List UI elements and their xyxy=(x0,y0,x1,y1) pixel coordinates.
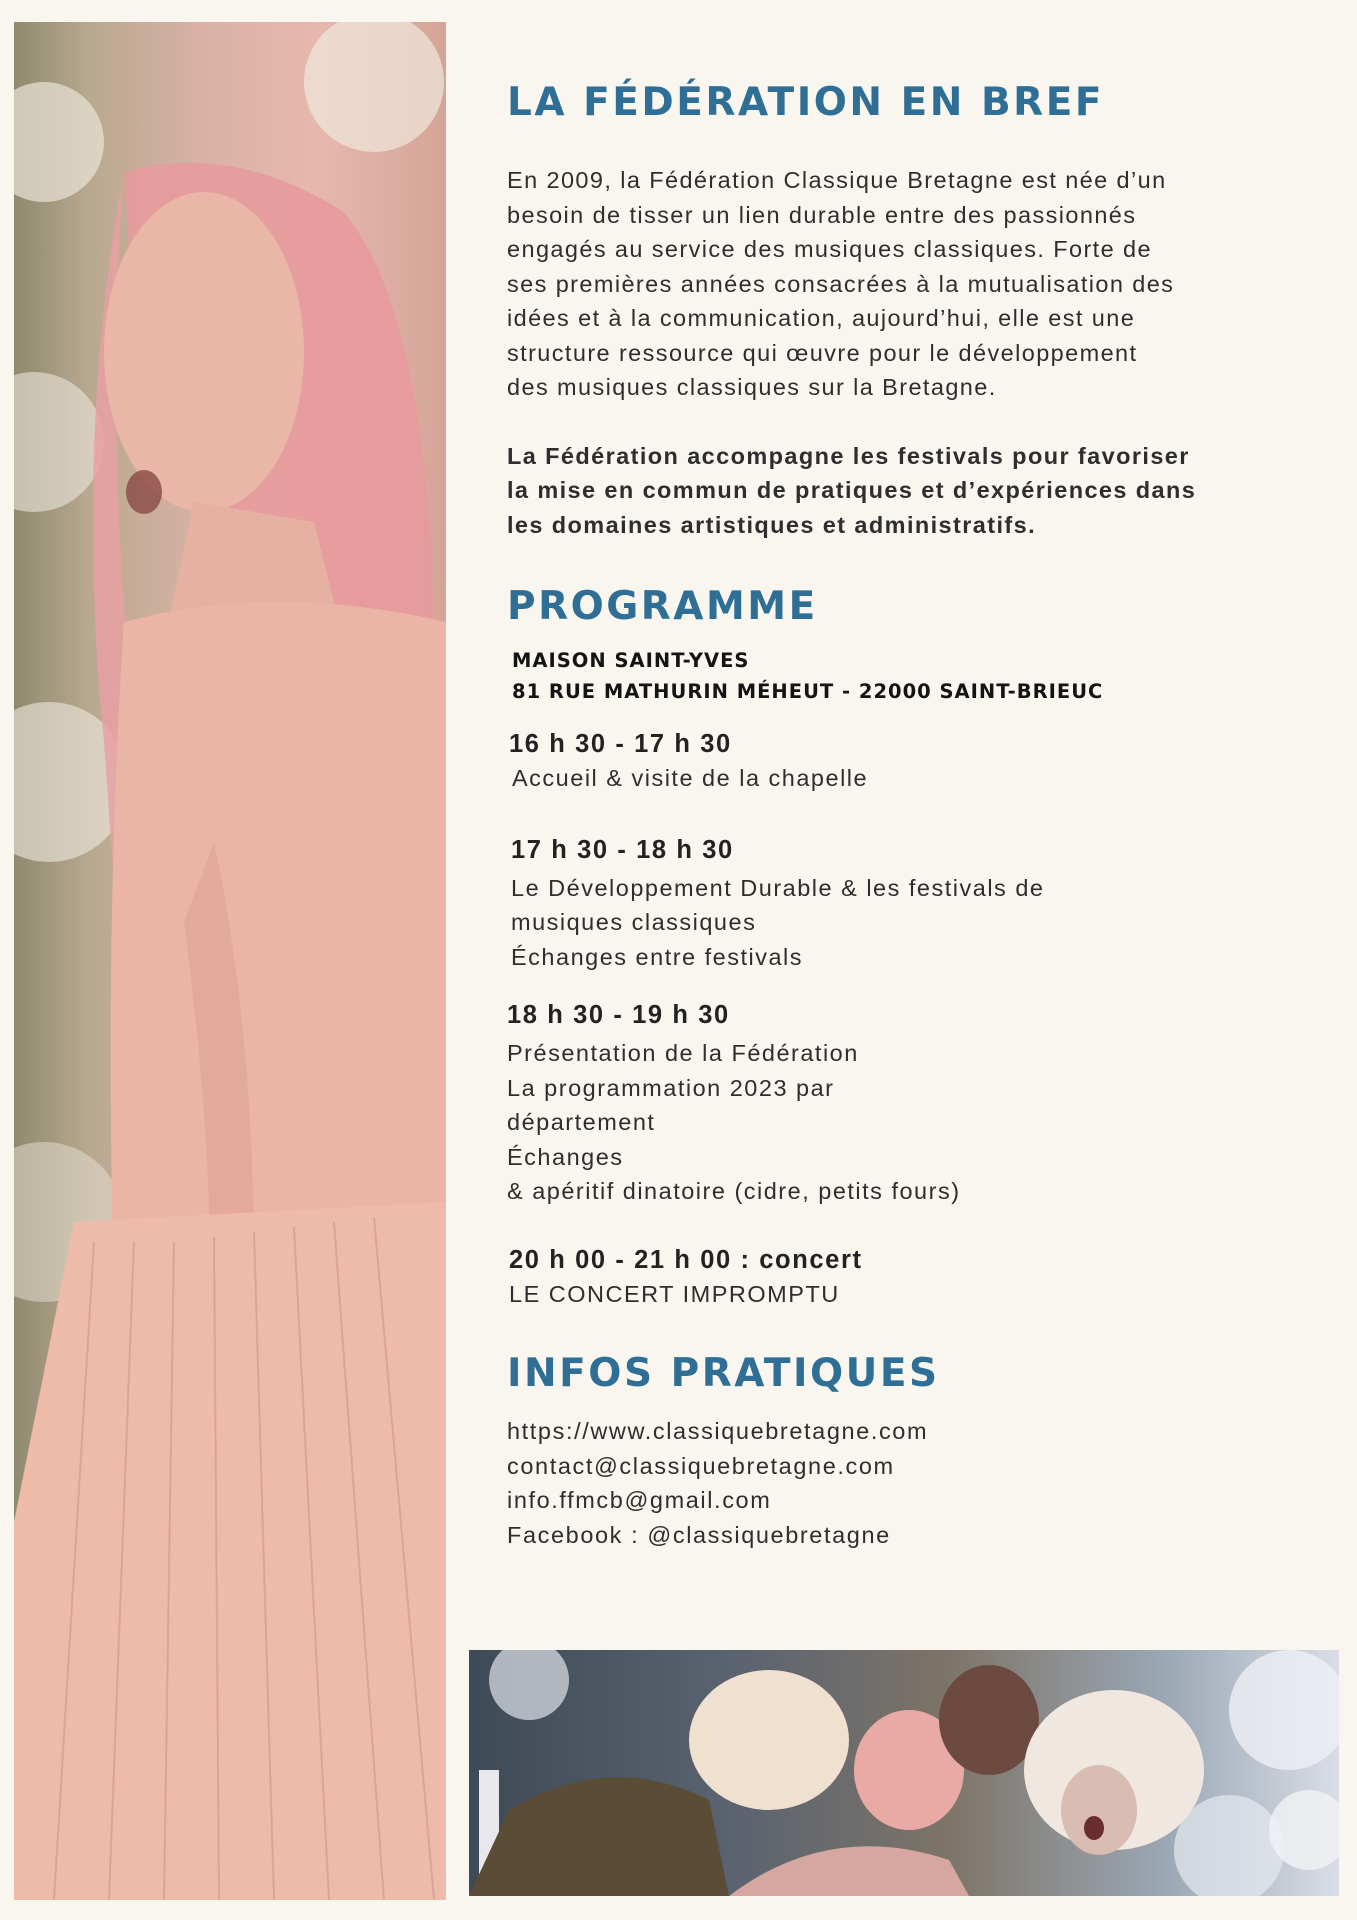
venue-name: MAISON SAINT-YVES xyxy=(512,649,750,672)
slot-line: Le Développement Durable & les festivals de xyxy=(511,874,1045,901)
contact-email-link[interactable]: contact@classiquebretagne.com xyxy=(507,1452,895,1479)
text-line: la mise en commun de pratiques et d’expériences dans xyxy=(507,477,1197,503)
federation-paragraph-1 xyxy=(507,163,1317,405)
slot-line: La programmation 2023 par xyxy=(507,1074,835,1101)
programme-slot xyxy=(507,998,1317,1209)
programme-slot xyxy=(507,1243,1317,1312)
facebook-link[interactable]: Facebook : @classiquebretagne xyxy=(507,1521,891,1548)
slot-line: LE CONCERT IMPROMPTU xyxy=(509,1280,840,1307)
text-line: des musiques classiques sur la Bretagne. xyxy=(507,374,997,400)
performers-photo xyxy=(469,1650,1339,1896)
text-line: ses premières années consacrées à la mutualisation des xyxy=(507,270,1175,297)
infos-block xyxy=(507,1414,1317,1552)
text-line: besoin de tisser un lien durable entre des passionnés xyxy=(507,201,1137,228)
singer-photo xyxy=(14,22,446,1900)
venue-address: 81 RUE MATHURIN MÉHEUT - 22000 SAINT-BRIEUC xyxy=(512,680,1104,703)
slot-line: Présentation de la Fédération xyxy=(507,1040,859,1066)
text-line: idées et à la communication, aujourd’hui, elle est une xyxy=(507,305,1136,331)
infos-title: INFOS PRATIQUES xyxy=(507,1351,940,1396)
slot-time: 20 h 00 - 21 h 00 : concert xyxy=(509,1245,863,1274)
text-line: La Fédération accompagne les festivals pour favoriser xyxy=(507,442,1190,469)
slot-line: musiques classiques xyxy=(511,909,757,935)
programme-title: PROGRAMME xyxy=(507,584,818,629)
programme-slot xyxy=(507,833,1317,975)
performers-photo-illustration xyxy=(469,1650,1339,1896)
text-line: En 2009, la Fédération Classique Bretagne est née d’un xyxy=(507,167,1167,193)
venue-block xyxy=(507,645,1317,707)
info-email-link[interactable]: info.ffmcb@gmail.com xyxy=(507,1487,772,1513)
website-link[interactable]: https://www.classiquebretagne.com xyxy=(507,1418,929,1444)
programme-slot xyxy=(507,727,1317,796)
slot-line: Accueil & visite de la chapelle xyxy=(512,765,869,791)
slot-line: Échanges entre festivals xyxy=(511,943,804,970)
federation-paragraph-2 xyxy=(507,439,1317,543)
slot-time: 16 h 30 - 17 h 30 xyxy=(509,730,732,758)
slot-line: département xyxy=(507,1109,656,1135)
main-content xyxy=(507,80,1317,1552)
text-line: structure ressource qui œuvre pour le développement xyxy=(507,339,1138,366)
text-line: engagés au service des musiques classiques. Forte de xyxy=(507,236,1152,262)
singer-photo-illustration xyxy=(14,22,446,1900)
slot-line: Échanges xyxy=(507,1143,624,1170)
federation-title: LA FÉDÉRATION EN BREF xyxy=(507,80,1104,125)
slot-line: & apéritif dinatoire (cidre, petits fours) xyxy=(507,1178,961,1204)
slot-time: 17 h 30 - 18 h 30 xyxy=(511,835,734,864)
slot-time: 18 h 30 - 19 h 30 xyxy=(507,1001,730,1029)
text-line: les domaines artistiques et administratifs. xyxy=(507,511,1037,538)
